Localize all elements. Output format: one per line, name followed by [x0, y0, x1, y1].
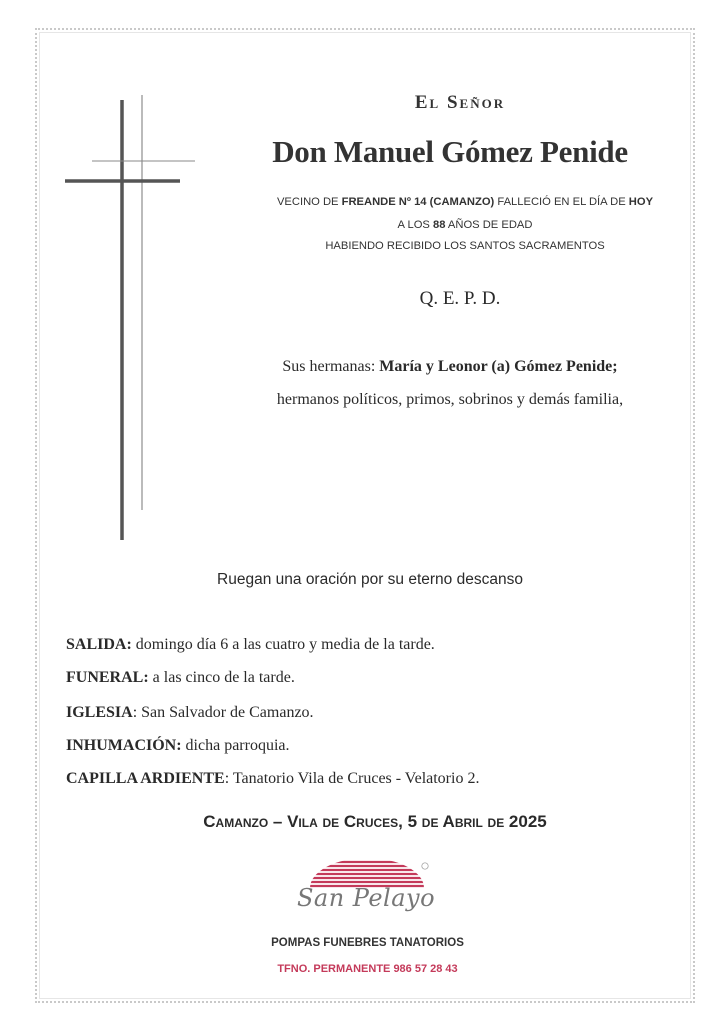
- schedule-label: IGLESIA: [66, 704, 133, 721]
- prayer-line: Ruegan una oración por su eterno descanso: [217, 571, 523, 588]
- age-prefix: A LOS: [397, 219, 433, 231]
- schedule-label: FUNERAL:: [66, 669, 149, 686]
- residence-line: [230, 196, 700, 208]
- sacraments-line: HABIENDO RECIBIDO LOS SANTOS SACRAMENTOS: [325, 240, 605, 252]
- residence-prefix: VECINO DE: [276, 196, 342, 208]
- death-day: HOY: [628, 196, 654, 208]
- age-suffix: AÑOS DE EDAD: [445, 219, 533, 231]
- schedule-capilla: [66, 770, 666, 788]
- age-value: 88: [432, 219, 446, 231]
- schedule-inhumacion: [66, 737, 666, 755]
- schedule-salida: [66, 636, 666, 654]
- schedule-iglesia: [66, 704, 666, 722]
- schedule-label: INHUMACIÓN:: [66, 737, 182, 754]
- residence-address: FREANDE Nº 14 (CAMANZO): [341, 196, 495, 208]
- schedule-label: CAPILLA ARDIENTE: [66, 770, 225, 787]
- schedule-text: domingo día 6 a las cuatro y media de la tarde.: [131, 636, 435, 653]
- schedule-text: : San Salvador de Camanzo.: [132, 704, 314, 721]
- schedule-text: a las cinco de la tarde.: [148, 669, 295, 686]
- family-line-1: [200, 358, 700, 376]
- page-border-inner: [39, 32, 691, 999]
- schedule-funeral: [66, 669, 666, 687]
- qepd: Q. E. P. D.: [419, 288, 501, 309]
- place-date: Camanzo – Vila de Cruces, 5 de Abril de 2025: [203, 812, 547, 831]
- schedule-text: : Tanatorio Vila de Cruces - Velatorio 2.: [224, 770, 480, 787]
- funeral-home-logo-text: San Pelayo: [296, 884, 436, 912]
- funeral-home-phone: TFNO. PERMANENTE 986 57 28 43: [277, 963, 458, 975]
- family-prefix: Sus hermanas:: [282, 358, 380, 375]
- schedule-text: dicha parroquia.: [181, 737, 290, 754]
- schedule-label: SALIDA:: [66, 636, 132, 653]
- funeral-home-tagline: POMPAS FUNEBRES TANATORIOS: [271, 937, 464, 949]
- family-sisters: María y Leonor (a) Gómez Penide;: [379, 358, 618, 375]
- deceased-prefix: El Señor: [414, 92, 506, 113]
- family-line-2: hermanos políticos, primos, sobrinos y demás familia,: [276, 391, 624, 408]
- death-text: FALLECIÓ EN EL DÍA DE: [494, 196, 629, 208]
- age-line: [230, 219, 700, 231]
- deceased-name: Don Manuel Gómez Penide: [272, 134, 628, 169]
